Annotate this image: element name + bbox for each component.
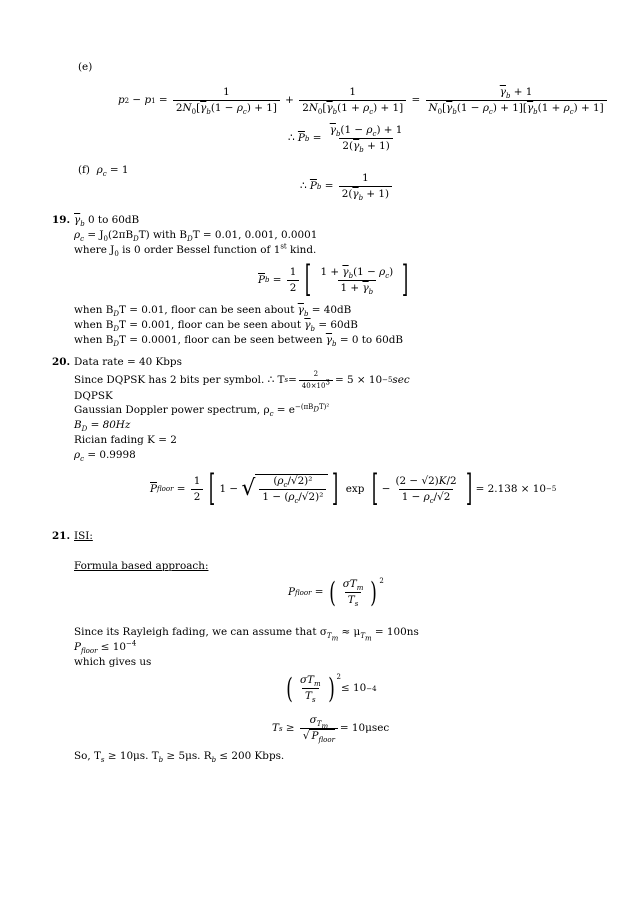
item-20-line1: Data rate = 40 Kbps: [74, 356, 182, 368]
item-19-line1: $\overline{\gamma}_b$ 0 to 60dB: [74, 214, 140, 229]
item-20-line7: $\rho_c = 0.9998$: [74, 449, 136, 464]
eq-p2-minus-p1: p 2 − p 1 = $\frac{1}{2N_0[\overline{\gamma}_b(1 - \rho_c) + 1]}$ + $\frac{1}{2N_0[\overline{\gamma}_b(1 + \rho_c) + 1]}$ = $\frac{\overline{\gamma}_b + 1}{N_0[\overline{\gamma}_b(1 - \rho_c) + 1][\overline{\gamma}_b(1 + \rho_c) + 1]}$: [118, 86, 609, 115]
eq-pb-e: ∴ $\overline{P}$ b = $\frac{\overline{\gamma}_b(1 - \rho_c) + 1}{2(\overline{\gamma}_b + 1)}$: [288, 124, 403, 155]
item-21-text1: Since its Rayleigh fading, we can assume that $\sigma_{T_m} \approx \mu_{T_m} = 100ns$: [74, 626, 419, 643]
eq-pb-19: $\overline{P}$ b = $\frac{1}{2}$ [ $\frac{1 + \overline{\gamma}_b(1 - \rho_c)}{1 + \overline{\gamma}_b}$ ]: [258, 259, 409, 300]
eq-ineq-21: ( $\frac{\sigma T_m}{T_s}$ ) $^2$ ≤ 10 −4: [286, 671, 377, 705]
item-19-line3: where $J_0$ is 0 order Bessel function of 1st kind.: [74, 242, 317, 259]
item-20-line3: DQPSK: [74, 390, 113, 402]
eq-pfloor-20: $\overline{P}$ floor = $\frac{1}{2}$ [ 1 − √ $\frac{(\rho_c/√2)^2}{1 - (\rho_c/√2)^2}$ ] exp [ − $\frac{(2 - √2)K/2}{1 - \rho_c/√2}$ ] = 2.138 × 10 −5: [150, 468, 557, 509]
item-21-final: So, $T_s \ge 10\mu s$. $T_b \ge 5\mu s$. $R_b \le 200$ Kbps.: [74, 750, 285, 765]
item-20-line2: Since DQPSK has 2 bits per symbol. ∴ T s = $\frac{2}{40\times 10^3}$ = 5 × 10 −5 sec: [74, 370, 410, 390]
item-19-when3: when $B_DT = 0.0001$, floor can be seen between $\overline{\gamma}_b = 0$ to 60dB: [74, 334, 403, 349]
item-21-text2: $P_{floor} \le 10^{-4}$: [74, 639, 137, 656]
item-20-line5: $B_D = 80Hz$: [74, 419, 131, 434]
eq-ts-21: T s ≥ $\frac{\sigma_{T_m}}{√ P_{floor}}$ = 10μsec: [272, 714, 390, 745]
eq-pb-f: ∴ $\overline{P}$ b = $\frac{1}{2(\overline{\gamma}_b + 1)}$: [300, 172, 394, 201]
item-19-when1: when $B_DT = 0.01$, floor can be seen about $\overline{\gamma}_b = 40dB$: [74, 304, 352, 319]
item-21-heading: ISI:: [74, 530, 93, 542]
part-f-label: (f) $\rho_c = 1$: [78, 164, 129, 179]
item-21-text3: which gives us: [74, 656, 152, 668]
item-20-line4: Gaussian Doppler power spectrum, $\rho_c = e^{-(\pi B_DT)^2}$: [74, 402, 330, 419]
eq-pfloor-21: P floor = ( $\frac{\sigma T_m}{T_s}$ ) $^2$: [288, 575, 384, 609]
item-19-line2: $\rho_c = J_0(2\pi B_DT)$ with $B_DT = 0.01$, 0.001, 0.0001: [74, 229, 318, 244]
part-e-label: (e): [78, 61, 93, 73]
item-20-line6: Rician fading K = 2: [74, 434, 177, 446]
item-21-subheading: Formula based approach:: [74, 560, 209, 572]
item-20-number: 20.: [52, 356, 71, 368]
item-21-number: 21.: [52, 530, 71, 542]
item-19-when2: when $B_DT = 0.001$, floor can be seen about $\overline{\gamma}_b = 60dB$: [74, 319, 358, 334]
item-19-number: 19.: [52, 214, 71, 226]
